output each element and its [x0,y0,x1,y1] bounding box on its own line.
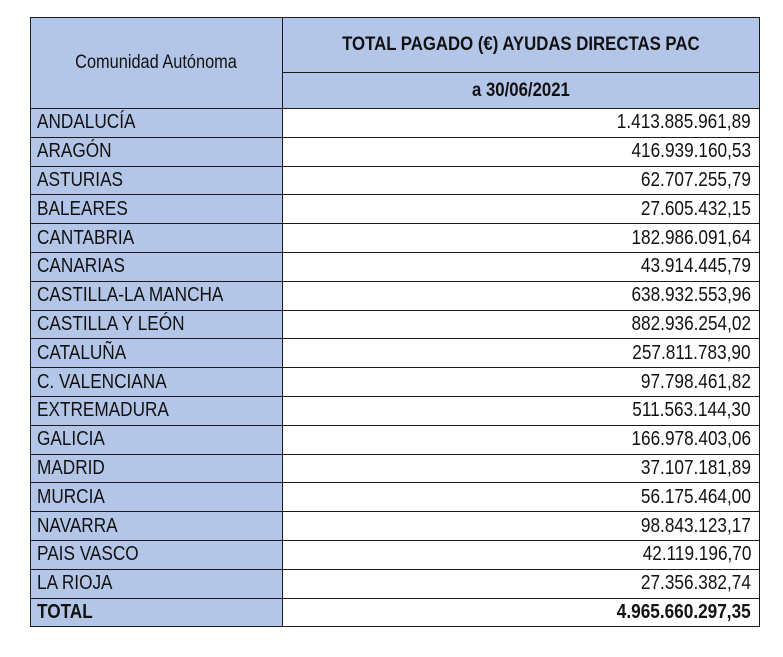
table-body [31,109,760,627]
table-row [31,368,760,397]
amount-value: 4.965.660.297,35 [617,600,751,623]
amount-cell [283,425,760,454]
amount-value: 182.986.091,64 [631,226,751,249]
amount-cell [283,224,760,253]
region-name: CATALUÑA [37,341,127,364]
pac-payments-table [30,17,760,627]
region-cell [31,166,283,195]
region-name: CANTABRIA [37,226,135,249]
table-row [31,310,760,339]
table-row [31,540,760,569]
table-row [31,224,760,253]
total-row [31,598,760,627]
amount-cell [283,512,760,541]
region-cell [31,454,283,483]
region-cell [31,195,283,224]
amount-value: 42.119.196,70 [642,543,751,566]
region-cell [31,252,283,281]
amount-value: 416.939.160,53 [631,140,751,163]
table-row [31,569,760,598]
region-name: GALICIA [37,428,105,451]
region-cell [31,137,283,166]
header-total-paid-label: TOTAL PAGADO (€) AYUDAS DIRECTAS PAC [342,33,700,56]
amount-cell [283,109,760,138]
table-row [31,512,760,541]
region-cell [31,224,283,253]
region-name: LA RIOJA [37,572,113,595]
amount-value: 98.843.123,17 [641,514,751,537]
region-cell [31,569,283,598]
amount-value: 257.811.783,90 [632,341,751,364]
table-row [31,109,760,138]
amount-value: 638.932.553,96 [631,284,751,307]
region-name: CANARIAS [37,255,125,278]
amount-value: 27.605.432,15 [641,197,751,220]
table-row [31,252,760,281]
table-row [31,396,760,425]
table-row [31,195,760,224]
amount-cell [283,598,760,627]
table-row [31,281,760,310]
table-row [31,483,760,512]
table-row [31,454,760,483]
region-cell [31,540,283,569]
region-cell [31,281,283,310]
header-region-label: Comunidad Autónoma [75,52,238,73]
table-row [31,425,760,454]
amount-value: 882.936.254,02 [631,312,751,335]
amount-cell [283,310,760,339]
amount-cell [283,281,760,310]
amount-cell [283,396,760,425]
amount-cell [283,339,760,368]
amount-value: 43.914.445,79 [641,255,751,278]
amount-cell [283,454,760,483]
table-row [31,339,760,368]
region-name: PAIS VASCO [37,543,139,566]
header-region [31,18,283,109]
amount-value: 62.707.255,79 [641,168,751,191]
region-name: EXTREMADURA [37,399,169,422]
region-cell [31,598,283,627]
amount-value: 1.413.885.961,89 [617,111,751,134]
amount-cell [283,368,760,397]
region-name: C. VALENCIANA [37,370,167,393]
amount-cell [283,195,760,224]
region-name: ANDALUCÍA [37,111,136,134]
amount-value: 27.356.382,74 [641,572,751,595]
header-total-paid [283,18,760,73]
header-row-1 [31,18,760,73]
region-cell [31,512,283,541]
region-cell [31,109,283,138]
amount-value: 56.175.464,00 [641,485,751,508]
amount-value: 37.107.181,89 [641,456,751,479]
amount-cell [283,540,760,569]
region-cell [31,483,283,512]
region-cell [31,339,283,368]
region-name: CASTILLA-LA MANCHA [37,284,224,307]
region-name: CASTILLA Y LEÓN [37,312,185,335]
amount-cell [283,569,760,598]
region-name: ARAGÓN [37,140,112,163]
table-row [31,137,760,166]
region-cell [31,368,283,397]
region-cell [31,396,283,425]
region-name: ASTURIAS [37,168,124,191]
amount-value: 166.978.403,06 [631,428,751,451]
table-row [31,166,760,195]
region-name: MADRID [37,456,105,479]
payments-table-container [30,17,759,627]
amount-value: 511.563.144,30 [632,399,751,422]
region-name: BALEARES [37,197,128,220]
amount-cell [283,137,760,166]
amount-cell [283,166,760,195]
header-date-label: a 30/06/2021 [472,78,570,101]
region-name: NAVARRA [37,514,118,537]
region-name: MURCIA [37,485,105,508]
amount-cell [283,483,760,512]
amount-value: 97.798.461,82 [641,370,751,393]
region-name: TOTAL [37,600,93,623]
region-cell [31,425,283,454]
region-cell [31,310,283,339]
amount-cell [283,252,760,281]
header-date [283,72,760,108]
